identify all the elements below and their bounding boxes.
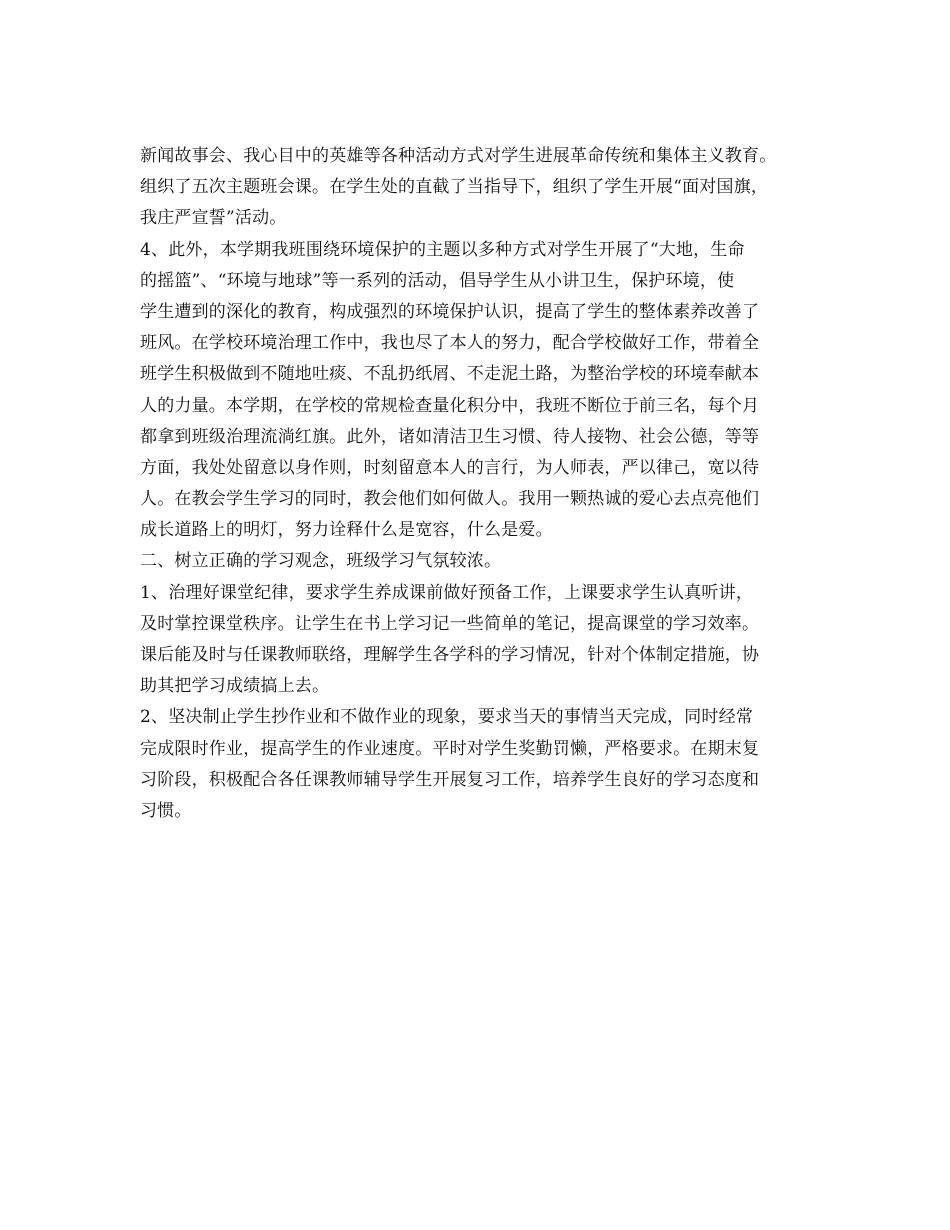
text-line: 及时掌控课堂秩序。让学生在书上学习记一些简单的笔记，提高课堂的学习效率。 xyxy=(140,613,760,634)
text-line: 4、此外，本学期我班围绕环境保护的主题以多种方式对学生开展了“大地，生命 xyxy=(140,239,745,260)
text-line: 人的力量。本学期，在学校的常规检查量化积分中，我班不断位于前三名，每个月 xyxy=(140,395,760,416)
text-line: 人。在教会学生学习的同时，教会他们如何做人。我用一颗热诚的爱心去点亮他们 xyxy=(140,489,760,510)
text-line: 组织了五次主题班会课。在学生处的直截了当指导下，组织了学生开展“面对国旗， xyxy=(140,177,769,198)
text-line: 1、治理好课堂纪律，要求学生养成课前做好预备工作，上课要求学生认真听讲， xyxy=(140,582,754,603)
text-line: 学生遭到的深化的教育，构成强烈的环境保护认识，提高了学生的整体素养改善了 xyxy=(140,301,760,322)
text-line: 我庄严宣誓”活动。 xyxy=(140,208,287,229)
text-line: 班风。在学校环境治理工作中，我也尽了本人的努力，配合学校做好工作，带着全 xyxy=(140,333,760,354)
text-line: 的摇篮”、“环境与地球”等一系列的活动，倡导学生从小讲卫生，保护环境，使 xyxy=(140,270,735,291)
text-line: 新闻故事会、我心目中的英雄等各种活动方式对学生进展革命传统和集体主义教育。 xyxy=(140,146,777,166)
text-line: 方面，我处处留意以身作则，时刻留意本人的言行，为人师表，严以律己，宽以待 xyxy=(140,457,760,478)
text-line: 成长道路上的明灯，努力诠释什么是宽容，什么是爱。 xyxy=(140,520,553,541)
text-line: 班学生积极做到不随地吐痰、不乱扔纸屑、不走泥土路，为整治学校的环境奉献本 xyxy=(140,364,760,385)
text-line: 习惯。 xyxy=(140,800,192,821)
text-line: 助其把学习成绩搞上去。 xyxy=(140,676,330,697)
document-body xyxy=(140,141,815,827)
section-heading: 二、树立正确的学习观念，班级学习气氛较浓。 xyxy=(140,551,502,572)
text-line: 完成限时作业，提高学生的作业速度。平时对学生奖勤罚懒，严格要求。在期末复 xyxy=(140,738,760,759)
text-line: 2、坚决制止学生抄作业和不做作业的现象，要求当天的事情当天完成，同时经常 xyxy=(140,707,754,728)
text-line: 课后能及时与任课教师联络，理解学生各学科的学习情况，针对个体制定措施，协 xyxy=(140,645,760,665)
text-line: 习阶段，积极配合各任课教师辅导学生开展复习工作，培养学生良好的学习态度和 xyxy=(140,769,760,790)
text-line: 都拿到班级治理流淌红旗。此外，诸如清洁卫生习惯、待人接物、社会公德，等等 xyxy=(140,426,760,447)
